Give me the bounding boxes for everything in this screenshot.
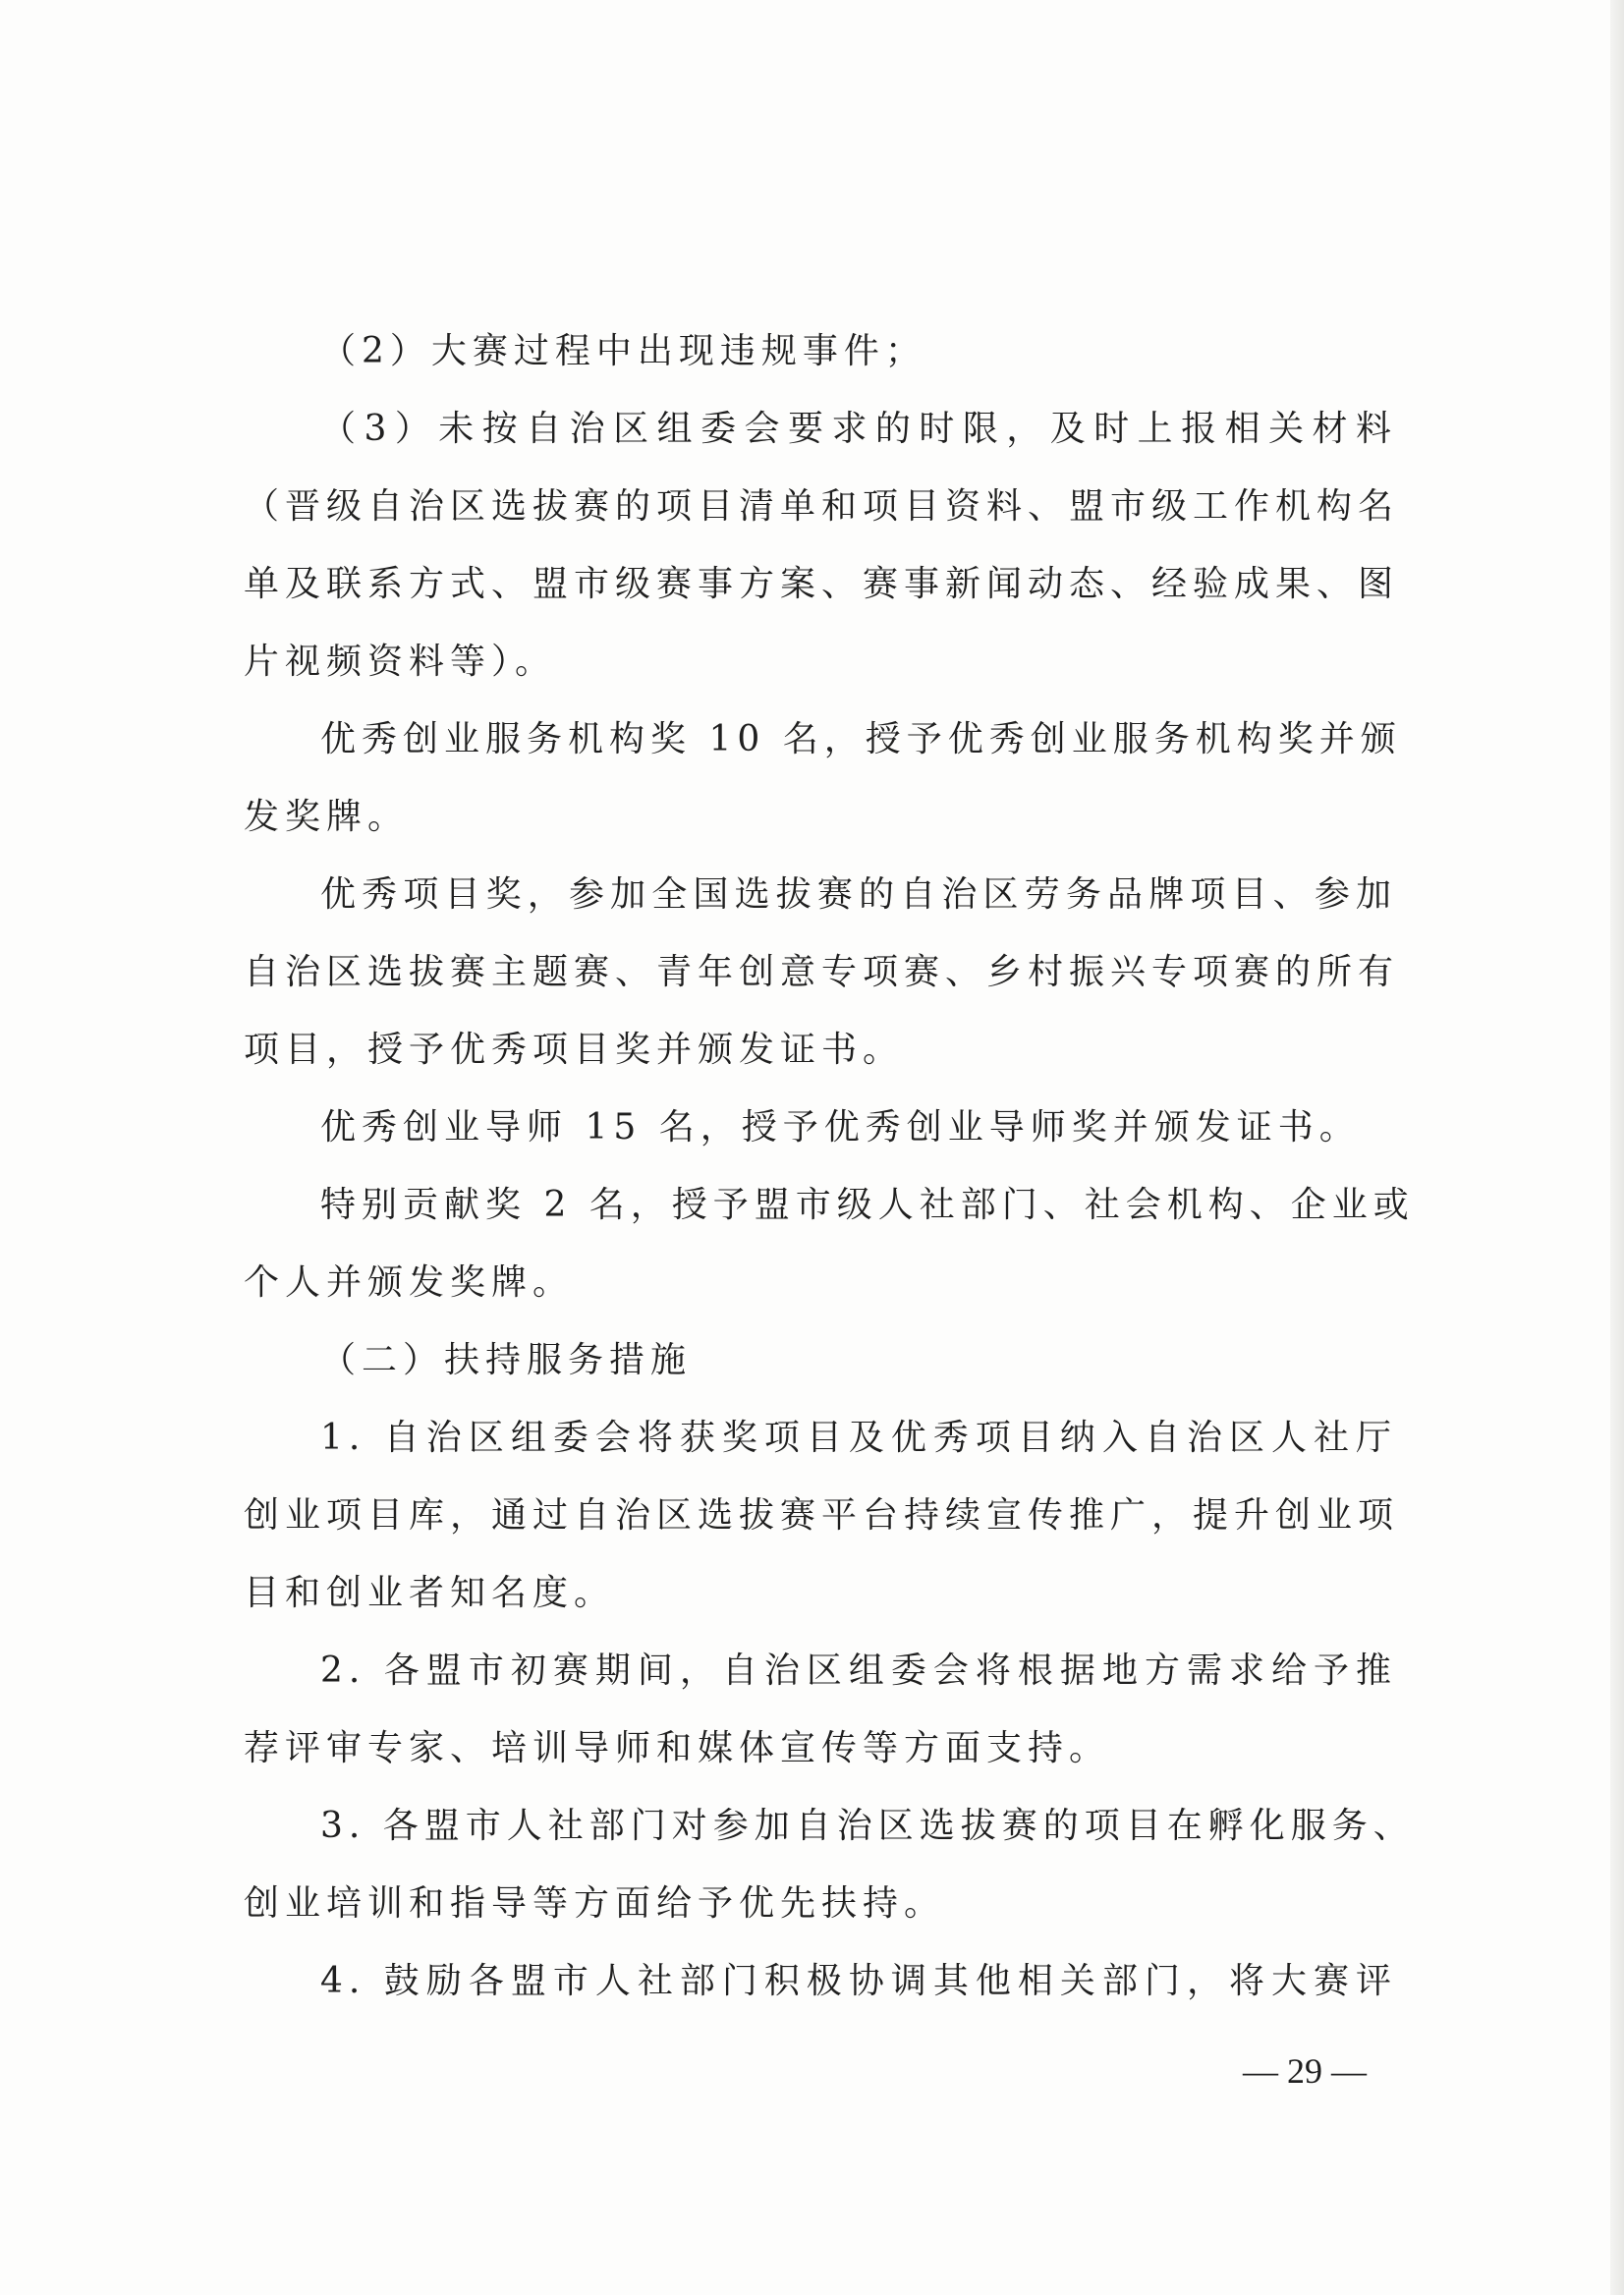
text-line: 目和创业者知名度。	[244, 1573, 616, 1613]
text-line: 项目，授予优秀项目奖并颁发证书。	[244, 1030, 905, 1070]
text-line: （3）未按自治区组委会要求的时限，及时上报相关材料	[320, 409, 1397, 449]
text-line: 特别贡献奖 2 名，授予盟市级人社部门、社会机构、企业或	[320, 1185, 1415, 1225]
text-line: （晋级自治区选拔赛的项目清单和项目资料、盟市级工作机构名	[244, 486, 1400, 527]
text-line: 优秀项目奖，参加全国选拔赛的自治区劳务品牌项目、参加	[320, 874, 1397, 915]
text-line: 发奖牌。	[244, 797, 410, 837]
section-heading: （二）扶持服务措施	[320, 1340, 693, 1380]
text-line: 荐评审专家、培训导师和媒体宣传等方面支持。	[244, 1728, 1111, 1768]
text-line: 4. 鼓励各盟市人社部门积极协调其他相关部门，将大赛评	[320, 1961, 1397, 2001]
page-number: — 29 —	[1243, 2051, 1367, 2091]
document-body	[244, 312, 1415, 2020]
text-line: 优秀创业导师 15 名，授予优秀创业导师奖并颁发证书。	[320, 1107, 1361, 1148]
text-line: 2. 各盟市初赛期间，自治区组委会将根据地方需求给予推	[320, 1651, 1397, 1691]
text-line: 单及联系方式、盟市级赛事方案、赛事新闻动态、经验成果、图	[244, 564, 1400, 604]
text-line: （2）大赛过程中出现违规事件；	[320, 331, 926, 371]
text-line: 优秀创业服务机构奖 10 名，授予优秀创业服务机构奖并颁	[320, 719, 1402, 759]
text-line: 片视频资料等）。	[244, 642, 557, 682]
text-line: 自治区选拔赛主题赛、青年创意专项赛、乡村振兴专项赛的所有	[244, 952, 1400, 992]
text-line: 创业培训和指导等方面给予优先扶持。	[244, 1883, 946, 1924]
text-line: 个人并颁发奖牌。	[244, 1262, 575, 1303]
page-edge-shadow	[1610, 0, 1624, 2295]
text-line: 3. 各盟市人社部门对参加自治区选拔赛的项目在孵化服务、	[320, 1806, 1415, 1846]
text-line: 1. 自治区组委会将获奖项目及优秀项目纳入自治区人社厅	[320, 1418, 1397, 1458]
text-line: 创业项目库，通过自治区选拔赛平台持续宣传推广，提升创业项	[244, 1495, 1400, 1536]
